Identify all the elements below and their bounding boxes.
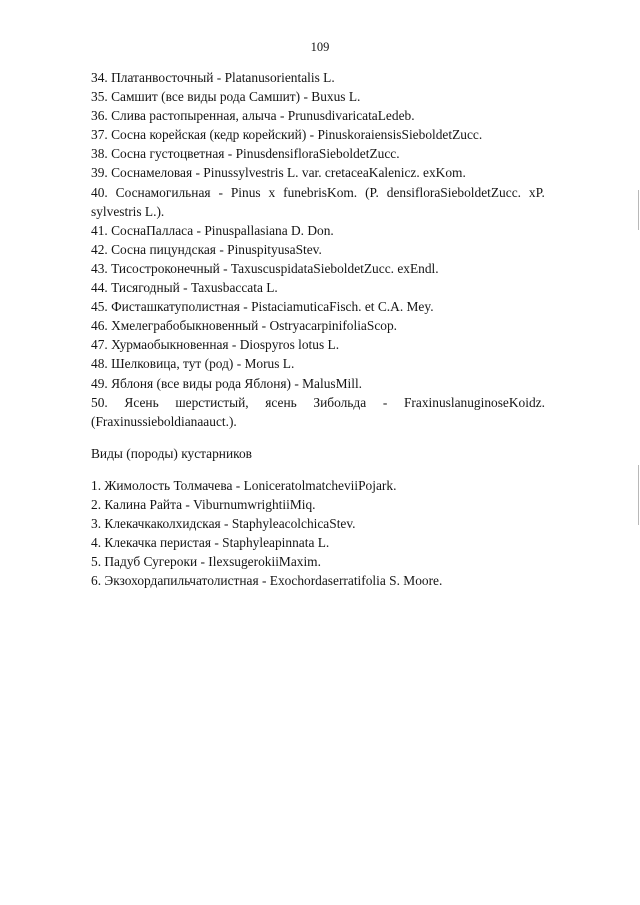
list-item: 4. Клекачка перистая - Staphyleapinnata L. [91, 535, 330, 551]
word: 40. [91, 184, 108, 200]
list-item: 5. Падуб Сугероки - IlexsugerokiiMaxim. [91, 554, 321, 570]
list-item-50-line1 [91, 393, 545, 412]
section-heading: Виды (породы) кустарников [91, 445, 252, 461]
list-item: 39. Соснамеловая - Pinussylvestris L. var. cretaceaKalenicz. exKom. [91, 165, 466, 181]
scan-edge-mark [638, 190, 639, 230]
word: Ясень [124, 394, 159, 410]
word: densifloraSieboldetZucc. [386, 184, 521, 200]
list-item: 3. Клекачкаколхидская - StaphyleacolchicaStev. [91, 516, 356, 532]
list-item: 1. Жимолость Толмачева - LoniceratolmatcheviiPojark. [91, 477, 397, 493]
list-item: 42. Сосна пицундская - PinuspityusaStev. [91, 241, 322, 257]
list-item: 47. Хурмаобыкновенная - Diospyros lotus L. [91, 337, 340, 353]
list-item: 37. Сосна корейская (кедр корейский) - PinuskoraiensisSieboldetZucc. [91, 127, 483, 143]
list-item: 6. Экзохордапильчатолистная - Exochordaserratifolia S. Moore. [91, 573, 443, 589]
list-item: 38. Сосна густоцветная - PinusdensifloraSieboldetZucc. [91, 146, 400, 162]
list-item: 44. Тисягодный - Taxusbaccata L. [91, 280, 278, 296]
word: - [218, 184, 223, 200]
list-item: 46. Хмелеграбобыкновенный - OstryacarpinifoliaScop. [91, 318, 397, 334]
scan-edge-mark [638, 465, 639, 525]
spacer [91, 463, 545, 476]
list-item: 35. Самшит (все виды рода Самшит) - Buxus L. [91, 89, 361, 105]
word: x [268, 184, 276, 200]
word: шерстистый, [175, 394, 249, 410]
word: xP. [528, 184, 545, 200]
word: Соснамогильная [115, 184, 211, 200]
page-number: 109 [310, 40, 330, 54]
word: - [382, 394, 388, 410]
list-item-50-line2: (Fraxinussieboldianaauct.). [91, 413, 237, 429]
list-item: 34. Платанвосточный - Platanusorientalis L. [91, 70, 335, 85]
list-item-40-line1 [91, 183, 545, 202]
word: Зибольда [313, 394, 367, 410]
list-item-40-line2: sylvestris L.). [91, 203, 165, 219]
list-item: 48. Шелковица, тут (род) - Morus L. [91, 356, 295, 372]
list-item: 49. Яблоня (все виды рода Яблоня) - MalusMill. [91, 375, 363, 391]
list-item: 45. Фисташкатуполистная - PistaciamuticaFisch. et C.A. Mey. [91, 299, 434, 315]
word: funebrisKom. [283, 184, 358, 200]
species-list [91, 68, 545, 590]
list-item: 2. Калина Райта - ViburnumwrightiiMiq. [91, 496, 316, 512]
list-item: 41. СоснаПалласа - Pinuspallasiana D. Don. [91, 222, 334, 238]
word: Pinus [230, 184, 261, 200]
spacer [91, 431, 545, 444]
word: 50. [91, 394, 108, 410]
list-item: 43. Тисостроконечный - TaxuscuspidataSieboldetZucc. exEndl. [91, 260, 439, 276]
word: FraxinuslanuginoseKoidz. [403, 394, 545, 410]
word: (P. [365, 184, 379, 200]
list-item: 36. Слива растопыренная, алыча - PrunusdivaricataLedeb. [91, 108, 415, 124]
word: ясень [265, 394, 297, 410]
